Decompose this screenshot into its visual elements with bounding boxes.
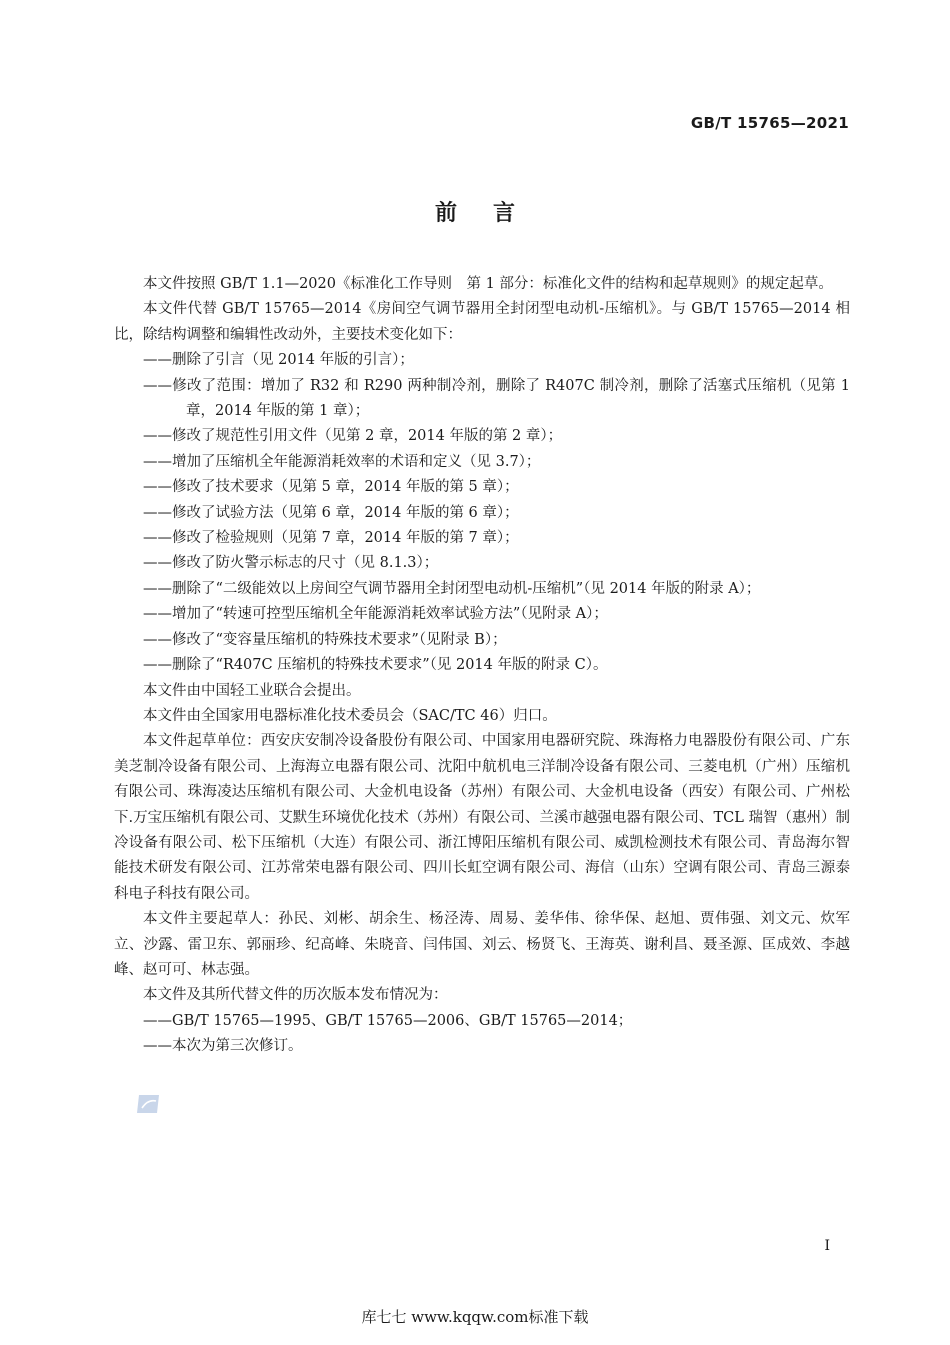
standard-number: GB/T 15765—2021 [690,114,849,132]
sac-logo-icon [135,1093,161,1115]
list-item: ——删除了引言（见 2014 年版的引言）； [143,352,414,369]
page-title: 前言 [434,201,551,226]
document-body [114,272,850,1060]
list-item: ——修改了技术要求（见第 5 章，2014 年版的第 5 章）； [143,479,519,496]
changes-list [114,348,850,678]
list-item: ——本次为第三次修订。 [143,1038,303,1055]
list-item: ——删除了“R407C 压缩机的特殊技术要求”（见 2014 年版的附录 C）。 [143,657,608,674]
list-item: ——修改了规范性引用文件（见第 2 章，2014 年版的第 2 章）； [143,428,563,445]
list-item: ——修改了“变容量压缩机的特殊技术要求”（见附录 B）； [143,631,507,648]
list-item: ——修改了范围：增加了 R32 和 R290 两种制冷剂，删除了 R407C 制冷剂，删除了活塞式压缩机（见第 1 章，2014 年版的第 1 章）； [143,377,850,420]
list-item: ——修改了防火警示标志的尺寸（见 8.1.3）； [143,555,439,572]
page-number: I [824,1238,830,1254]
footer-watermark: 库七七 www.kqqw.com标准下载 [361,1308,589,1326]
history-list [114,1009,850,1060]
list-item: ——修改了试验方法（见第 6 章，2014 年版的第 6 章）； [143,504,519,521]
list-item: ——GB/T 15765—1995、GB/T 15765—2006、GB/T 15765—2014； [143,1012,633,1029]
list-item: ——增加了压缩机全年能源消耗效率的术语和定义（见 3.7）； [143,453,541,470]
paragraph-drafting-units: 本文件起草单位：西安庆安制冷设备股份有限公司、中国家用电器研究院、珠海格力电器股份有限公司、广东美芝制冷设备有限公司、上海海立电器有限公司、沈阳中航机电三洋制冷设备有限公司、三菱电机（广州）压缩机有限公司、珠海凌达压缩机有限公司、大金机电设备（苏州）有限公司、大金机电设备（西安）有限公司、广州松下.万宝压缩机有限公司、艾默生环境优化技术（苏州）有限公司、兰溪市越强电器有限公司、TCL 瑞智（惠州）制冷设备有限公司、松下压缩机（大连）有限公司、浙江博阳压缩机有限公司、威凯检测技术有限公司、青岛海尔智能技术研发有限公司、江苏常荣电器有限公司、四川长虹空调有限公司、海信（山东）空调有限公司、青岛三源泰科电子科技有限公司。 [114,733,850,902]
paragraph-proposed-by: 本文件由中国轻工业联合会提出。 [143,682,361,699]
sac-logo-shape [137,1095,159,1113]
paragraph-centralized-by: 本文件由全国家用电器标准化技术委员会（SAC/TC 46）归口。 [143,707,557,724]
paragraph-history-intro: 本文件及其所代替文件的历次版本发布情况为： [143,987,448,1004]
list-item: ——增加了“转速可控型压缩机全年能源消耗效率试验方法”（见附录 A）； [143,606,608,623]
paragraph-replacement: 本文件代替 GB/T 15765—2014《房间空气调节器用全封闭型电动机-压缩机》。与 GB/T 15765—2014 相比，除结构调整和编辑性改动外，主要技术变化如下： [114,301,850,343]
list-item: ——修改了检验规则（见第 7 章，2014 年版的第 7 章）； [143,530,519,547]
paragraph-drafters: 本文件主要起草人：孙民、刘彬、胡余生、杨泾涛、周易、姜华伟、徐华保、赵旭、贾伟强、刘文元、炊军立、沙露、雷卫东、郭丽珍、纪高峰、朱晓音、闫伟国、刘云、杨贤飞、王海英、谢利昌、聂圣源、匡成效、李越峰、赵可可、林志强。 [114,911,850,978]
paragraph-drafting-rules: 本文件按照 GB/T 1.1—2020《标准化工作导则 第 1 部分：标准化文件的结构和起草规则》的规定起草。 [143,276,833,292]
list-item: ——删除了“二级能效以上房间空气调节器用全封闭型电动机-压缩机”（见 2014 年版的附录 A）； [143,580,761,597]
